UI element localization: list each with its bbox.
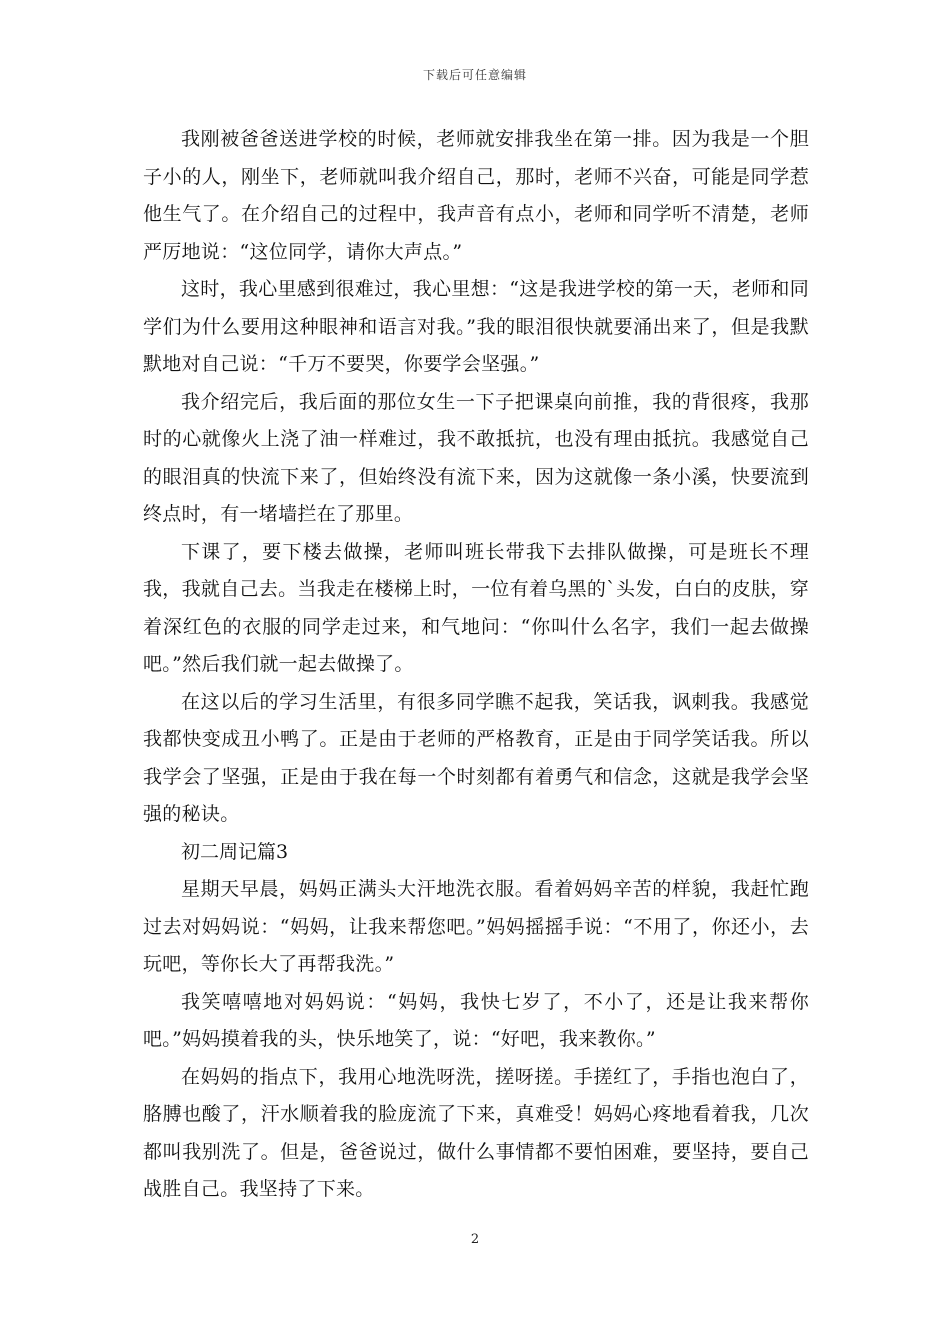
paragraph: 我刚被爸爸送进学校的时候，老师就安排我坐在第一排。因为我是一个胆子小的人，刚坐下，老师就叫我介绍自己，那时，老师不兴奋，可能是同学惹他生气了。在介绍自己的过程中，我声音有点小，老师和同学听不清楚，老师严厉地说：“这位同学，请你大声点。” <box>143 128 809 263</box>
paragraph: 在妈妈的指点下，我用心地洗呀洗，搓呀搓。手搓红了，手指也泡白了，胳膊也酸了，汗水顺着我的脸庞流了下来，真难受！妈妈心疼地看着我，几次都叫我别洗了。但是，爸爸说过，做什么事情都不要怕困难，要坚持，要自己战胜自己。我坚持了下来。 <box>143 1065 809 1200</box>
section-heading: 初二周记篇3 <box>181 840 289 863</box>
paragraph: 下课了，要下楼去做操，老师叫班长带我下去排队做操，可是班长不理我，我就自己去。当我走在楼梯上时，一位有着乌黑的`头发，白白的皮肤，穿着深红色的衣服的同学走过来，和气地问：“你叫什么名字，我们一起去做操吧。”然后我们就一起去做操了。 <box>143 540 810 675</box>
document-body <box>143 121 809 1209</box>
page-header: 下载后可任意编辑 <box>422 68 527 82</box>
paragraph: 我笑嘻嘻地对妈妈说：“妈妈，我快七岁了，不小了，还是让我来帮你吧。”妈妈摸着我的头，快乐地笑了，说：“好吧，我来教你。” <box>143 990 809 1050</box>
page-number: 2 <box>470 1232 480 1247</box>
paragraph: 我介绍完后，我后面的那位女生一下子把课桌向前推，我的背很疼，我那时的心就像火上浇了油一样难过，我不敢抵抗，也没有理由抵抗。我感觉自己的眼泪真的快流下来了，但始终没有流下来，因为这就像一条小溪，快要流到终点时，有一堵墙拦在了那里。 <box>143 390 809 525</box>
paragraph: 星期天早晨，妈妈正满头大汗地洗衣服。看着妈妈辛苦的样貌，我赶忙跑过去对妈妈说：“妈妈，让我来帮您吧。”妈妈摇摇手说：“不用了，你还小，去玩吧，等你长大了再帮我洗。” <box>143 878 809 975</box>
paragraph: 在这以后的学习生活里，有很多同学瞧不起我，笑话我，讽刺我。我感觉我都快变成丑小鸭了。正是由于老师的严格教育，正是由于同学笑话我。所以我学会了坚强，正是由于我在每一个时刻都有着勇气和信念，这就是我学会坚强的秘诀。 <box>143 690 809 825</box>
paragraph: 这时，我心里感到很难过，我心里想：“这是我进学校的第一天，老师和同学们为什么要用这种眼神和语言对我。”我的眼泪很快就要涌出来了，但是我默默地对自己说：“千万不要哭，你要学会坚强。” <box>143 278 809 375</box>
